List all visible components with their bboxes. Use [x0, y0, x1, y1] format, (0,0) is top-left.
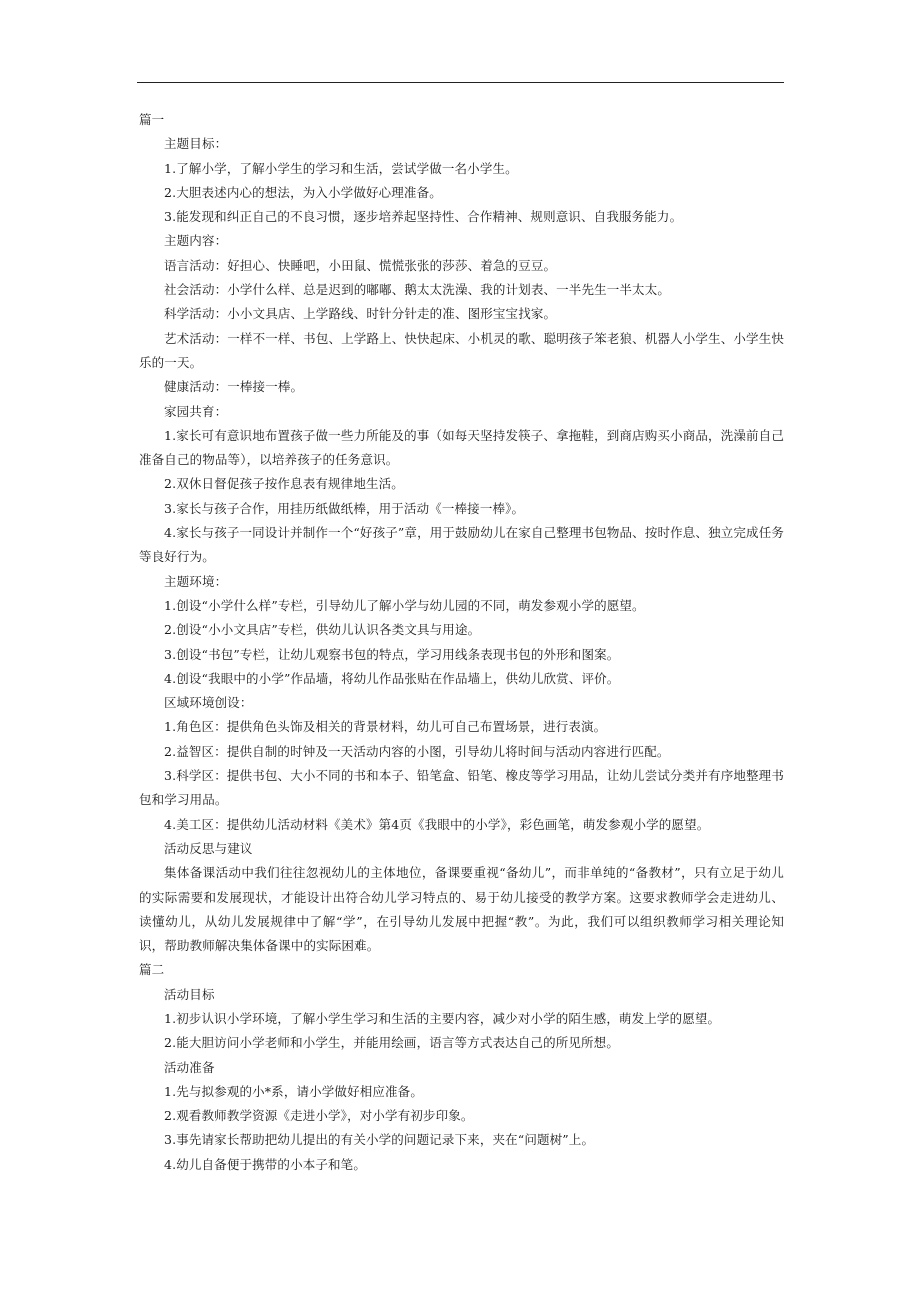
list-item: 1.先与拟参观的小*系，请小学做好相应准备。 — [164, 1083, 423, 1099]
list-item: 科学活动：小小文具店、上学路线、时针分针走的准、图形宝宝找家。 — [164, 306, 557, 322]
section-heading: 家园共育： — [164, 403, 228, 419]
list-item: 健康活动：一棒接一棒。 — [164, 379, 304, 395]
list-item: 4.美工区：提供幼儿活动材料《美术》第4页《我眼中的小学》，彩色画笔，萌发参观小学的愿望。 — [164, 816, 710, 832]
paragraph: 艺术活动：一样不一样、书包、上学路上、快快起床、小机灵的歌、聪明孩子笨老狼、机器人小学生、小学生快乐的一天。 — [139, 330, 784, 370]
section-heading: 主题内容： — [164, 233, 228, 249]
list-item: 2.益智区：提供自制的时钟及一天活动内容的小图，引导幼儿将时间与活动内容进行匹配。 — [164, 743, 670, 759]
list-item: 2.大胆表述内心的想法，为入小学做好心理准备。 — [164, 184, 442, 200]
list-item: 1.角色区：提供角色头饰及相关的背景材料，幼儿可自己布置场景，进行表演。 — [164, 719, 607, 735]
header-rule — [137, 82, 784, 83]
paragraph: 4.家长与孩子一同设计并制作一个“好孩子”章，用于鼓励幼儿在家自己整理书包物品、按时作息、独立完成任务等良好行为。 — [139, 525, 784, 565]
section-heading: 主题目标： — [164, 136, 228, 152]
document-body — [139, 108, 784, 1177]
list-item: 4.创设“我眼中的小学”作品墙，将幼儿作品张贴在作品墙上，供幼儿欣赏、评价。 — [164, 670, 620, 686]
list-item: 2.创设“小小文具店”专栏，供幼儿认识各类文具与用途。 — [164, 622, 481, 638]
section-title: 篇一 — [139, 112, 165, 127]
section-heading: 活动目标 — [164, 986, 215, 1002]
list-item: 3.家长与孩子合作，用挂历纸做纸棒，用于活动《一棒接一棒》。 — [164, 500, 525, 516]
list-item: 2.观看教师教学资源《走进小学》，对小学有初步印象。 — [164, 1108, 474, 1124]
list-item: 2.能大胆访问小学老师和小学生，并能用绘画，语言等方式表达自己的所见所想。 — [164, 1035, 619, 1051]
paragraph: 3.科学区：提供书包、大小不同的书和本子、铅笔盒、铅笔、橡皮等学习用品，让幼儿尝试分类并有序地整理书包和学习用品。 — [139, 768, 784, 808]
section-title: 篇二 — [139, 962, 165, 978]
list-item: 2.双休日督促孩子按作息表有规律地生活。 — [164, 476, 404, 492]
section-heading: 活动准备 — [164, 1059, 215, 1075]
list-item: 社会活动：小学什么样、总是迟到的嘟嘟、鹅太太洗澡、我的计划表、一半先生一半太太。 — [164, 282, 671, 298]
list-item: 3.事先请家长帮助把幼儿提出的有关小学的问题记录下来，夹在“问题树”上。 — [164, 1132, 595, 1148]
section-heading: 区域环境创设： — [164, 695, 253, 711]
section-heading: 活动反思与建议 — [164, 840, 253, 856]
list-item: 1.了解小学，了解小学生的学习和生活，尝试学做一名小学生。 — [164, 160, 518, 176]
list-item: 3.能发现和纠正自己的不良习惯，逐步培养起坚持性、合作精神、规则意识、自我服务能力。 — [164, 209, 683, 225]
list-item: 1.初步认识小学环境，了解小学生学习和生活的主要内容，减少对小学的陌生感，萌发上学的愿望。 — [164, 1010, 721, 1026]
list-item: 1.创设“小学什么样”专栏，引导幼儿了解小学与幼儿园的不同，萌发参观小学的愿望。 — [164, 597, 645, 613]
section-heading: 主题环境： — [164, 573, 228, 589]
list-item: 3.创设“书包”专栏，让幼儿观察书包的特点，学习用线条表现书包的外形和图案。 — [164, 646, 620, 662]
list-item: 语言活动：好担心、快睡吧，小田鼠、慌慌张张的莎莎、着急的豆豆。 — [164, 257, 557, 273]
paragraph: 集体备课活动中我们往往忽视幼儿的主体地位，备课要重视“备幼儿”，而非单纯的“备教材”，只有立足于幼儿的实际需要和发展现状，才能设计出符合幼儿学习特点的、易于幼儿接受的教学方案。这要求教师学会走进幼儿、读懂幼儿，从幼儿发展规律中了解“学”，在引导幼儿发展中把握“教”。为此，我们可以组织教师学习相关理论知识，帮助教师解决集体备课中的实际困难。 — [139, 865, 784, 954]
paragraph: 1.家长可有意识地布置孩子做一些力所能及的事（如每天坚持发筷子、拿拖鞋，到商店购买小商品，洗澡前自己准备自己的物品等），以培养孩子的任务意识。 — [139, 427, 784, 468]
list-item: 4.幼儿自备便于携带的小本子和笔。 — [164, 1156, 366, 1172]
